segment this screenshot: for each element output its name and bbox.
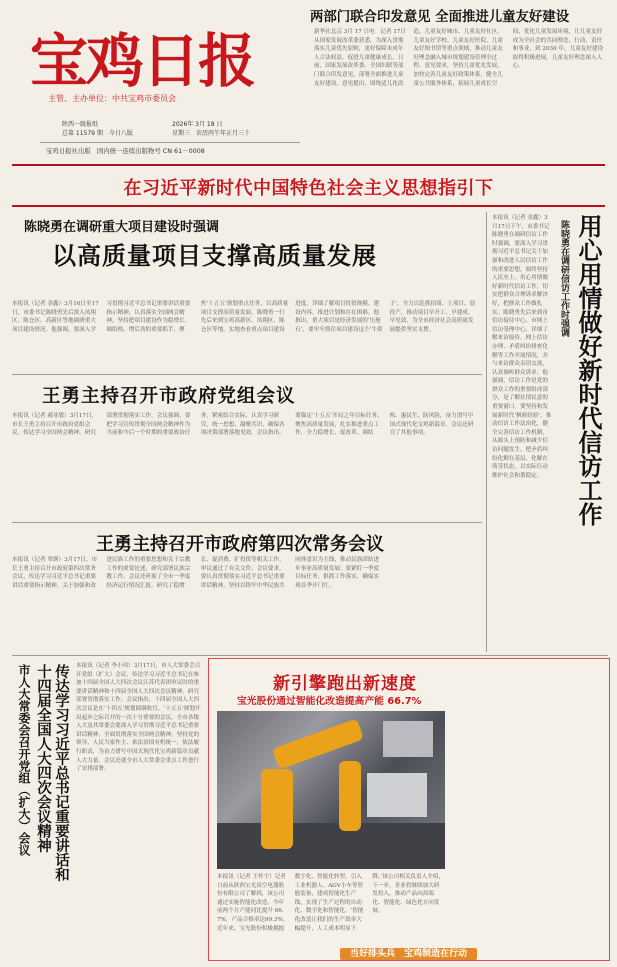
masthead-title: 宝鸡日报 [30,27,255,95]
story-1-title: 以高质量项目支撑高质量发展 [52,242,377,270]
feature-footer [209,941,608,960]
top-story-title: 两部门联合印发意见 全面推进儿童友好建设 [310,10,570,25]
feature-subtitle: 宝光股份通过智能化改造提高产能 66.7% [237,696,422,707]
robot-arm-lower [339,761,361,831]
date-line-2: 星期三 农历丙午年正月三十 [172,130,251,137]
publisher-line [46,146,306,155]
masthead-subtitle: 主管、主办单位：中共宝鸡市委员会 [48,94,176,103]
issue-line-2: 总第 11579 期 今日八版 [62,130,133,137]
top-story-text: 新华社北京 3月 17 日电 记者 17日从国家发展改革委获悉，为深入贯彻落实儿童优先原则，更好保障未成年人合法权益，促进儿童健康成长，日前，国家发展改革委、全国妇联等部门联合印发意见，部署全面推进儿童友好建设。意见提出，围绕适儿化改造、儿童友好城市、儿童友好社区、儿童友好学校、儿童友好医院、儿童友好图书馆等重点领域，推动儿童友好理念融入城市规划建设管理全过程。意见要求，坚持儿童优先发展，加快完善儿童友好政策体系，健全儿童公共服务体系，拓展儿童成长空间，优化儿童发展环境，让儿童友好成为全社会的共同理念、行动、责任和事业。到 2030 年，儿童友好建设取得积极进展，儿童友好理念深入人心。 [314,29,604,87]
robot-arm-base [261,769,293,849]
story-4-subtitle: 传达学习习近平总书记重要讲话和十四届全国人大四次会议精神 [35,664,69,882]
feature-title: 新引擎跑出新速度 [273,674,417,694]
banner-rule-bottom [12,205,605,207]
robot-workpiece [367,773,427,817]
cn-number: 国内统一连续出版物号 CN 61－0008 [96,147,205,155]
feature-footer-label: 当好排头兵 宝鸡制造在行动 [340,948,477,960]
feature-text: 本报讯（记者 王怀宇）记者日前从陕西宝光真空电器股份有限公司了解到，该公司通过实施智能化改造，今年前两个月产能同比提升 66.7%，产品合格率达99.3%。近年来，宝光股份积极拥抱数字化、智能化转型，引入工业机器人、AGV小车等智能装备，建成智能化生产线，实现了生产过程的自动化、数字化和智能化。‘智能化改造让我们的生产效率大幅提升，人工成本明显下降。’该公司相关负责人介绍，下一步，企业将继续加大研发投入，推动产品向高端化、智能化、绿色化方向发展。 [217,874,445,932]
story-2-title: 王勇主持召开市政府党组会议 [42,386,296,407]
story-3-text: 本报讯（记者 翠瑛）3月17日，市长王勇主持召开市政府第四次常务会议，传达学习习近平总书记重要讲话重要指示精神，关于加强和改进民族工作的重要思想和关于宗教工作的重要论述，研究部署民族宗教工作。会议还听取了全市一季度经济运行情况汇报，研究了稳增长、促消费、扩投资等相关工作，审议通过了有关文件。会议要求，要认真贯彻落实习近平总书记重要讲话精神，坚持以铸牢中华民族共同体意识为主线，推动民族团结进步事业高质量发展；要紧盯一季度目标任务，狠抓工作落实，确保实现首季开门红。 [12,557,380,589]
masthead-divider [40,142,300,143]
banner-rule-top [12,164,605,166]
sidebar-story [488,210,610,655]
photo-floor [217,823,445,869]
publisher: 宝鸡日报社出版 [46,147,91,155]
divider-4 [12,655,608,656]
story-3 [12,526,482,652]
issue-line-1: 陕西一级报纸 [62,121,99,128]
story-4 [12,660,202,960]
sidebar-divider [486,212,487,652]
sidebar-text-top: 本报讯（记者 金鑫）3月17日下午，市委书记陈晓勇在调研信访工作时强调，要深入学习贯彻习近平总书记关于加强和改进人民信访工作的重要思想，始终坚持人民至上，用心用情做好新时代信访工作，切实把群众合理诉求解决好，把群众工作做扎实。陈晓勇先后来到市信访接待中心、市网上信访受理中心，详细了解来访接待、网上信访办理、矛盾纠纷排查化解等工作开展情况，并与来访群众亲切交流，认真倾听群众诉求。他强调，信访工作是党的群众工作的重要组成部分，是了解社情民意的重要窗口。要坚持和发展新时代‘枫桥经验’，推动信访工作法治化，健全完善信访工作机制，从源头上预防和减少信访问题发生，把矛盾纠纷化解在基层、化解在萌芽状态，以实际行动维护社会和谐稳定。 [492,215,552,479]
story-1 [12,212,480,372]
story-1-text: 本报讯（记者 金鑫）3月16日至17日，市委书记陈晓勇先后深入凤翔区、陈仓区、高新区等地调研重大项目建设情况。他强调，要深入学习贯彻习近平总书记重要讲话重要指示精神，认真落实全国两会精神，坚持把项目建设作为稳增长、调结构、增后劲的重要抓手，聚焦‘十五五’规划重点任务，以高质量项目支撑高质量发展。陈晓勇一行先后来到宝鸡高新区、凤翔区、陈仓区等地，实地查看重点项目建设进度，详细了解项目投资规模、建设内容、推进计划和存在困难。他指出，重大项目是经济发展的‘压舱石’，要牢牢抓住项目建设这个‘牛鼻子’，全力以赴抓招商、上项目、促投产，推动项目早开工、早建成、早见效，为全市经济社会高质量发展提供坚实支撑。 [12,301,476,333]
story-3-title: 王勇主持召开市政府第四次常务会议 [96,534,384,555]
story-4-title: 市人大常委会召开党组（扩大）会议 [17,664,31,856]
story-4-text: 本报讯（记者 李小玮）3月17日，市人大常委会召开党组（扩大）会议，传达学习习近平总书记在参加十四届全国人大四次会议江苏代表团审议时的重要讲话精神和十四届全国人大四次会议精神，研究部署贯彻落实工作。会议指出，十四届全国人大四次会议是在‘十四五’规划圆满收官、‘十五五’规划开局起步之际召开的一次十分重要的会议。全市各级人大及其常委会要深入学习贯彻习近平总书记重要讲话精神，全面贯彻落实全国两会精神，坚持党的领导、人民当家作主、依法治国有机统一，依法履行职责，为奋力谱写中国式现代化宝鸡新篇章贡献人大力量。会议还就全市人大常委会重点工作进行了安排部署。 [76,663,201,773]
story-1-kicker: 陈晓勇在调研重大项目建设时强调 [24,220,220,235]
sidebar-title: 用心用情做好新时代信访工作 [574,214,602,526]
date-line-1: 2026年 3月 18 日 [172,121,223,128]
divider-3 [12,522,482,523]
story-4-text-bottom [12,890,202,958]
banner: 在习近平新时代中国特色社会主义思想指引下 [123,178,494,199]
story-2 [12,378,482,518]
feature-text-right [451,711,603,939]
date-info [172,120,302,138]
story-2-text: 本报讯（记者 郝亚敏）3月17日，市长王勇主持召开市政府党组会议，传达学习全国两会精神，研究部署贯彻落实工作。会议强调，要把学习宣传贯彻全国两会精神作为当前和今后一个时期的重要政治任务，紧密结合实际，认真学习研究，统一思想、凝聚共识，确保各项决策部署落地见效。会议指出，要锚定‘十五五’开局之年目标任务，聚焦高质量发展，扎实推进重点工作，全力稳增长、促改革、调结构、惠民生、防风险，奋力谱写中国式现代化宝鸡新篇章。会议还研究了其他事项。 [12,413,474,437]
top-story [310,6,610,166]
factory-robot-photo [217,711,445,869]
divider-2 [12,374,482,375]
photo-background-machine [383,721,433,757]
feature-box [208,658,610,961]
sidebar-kicker: 陈晓勇在调研信访工作时强调 [559,220,569,337]
